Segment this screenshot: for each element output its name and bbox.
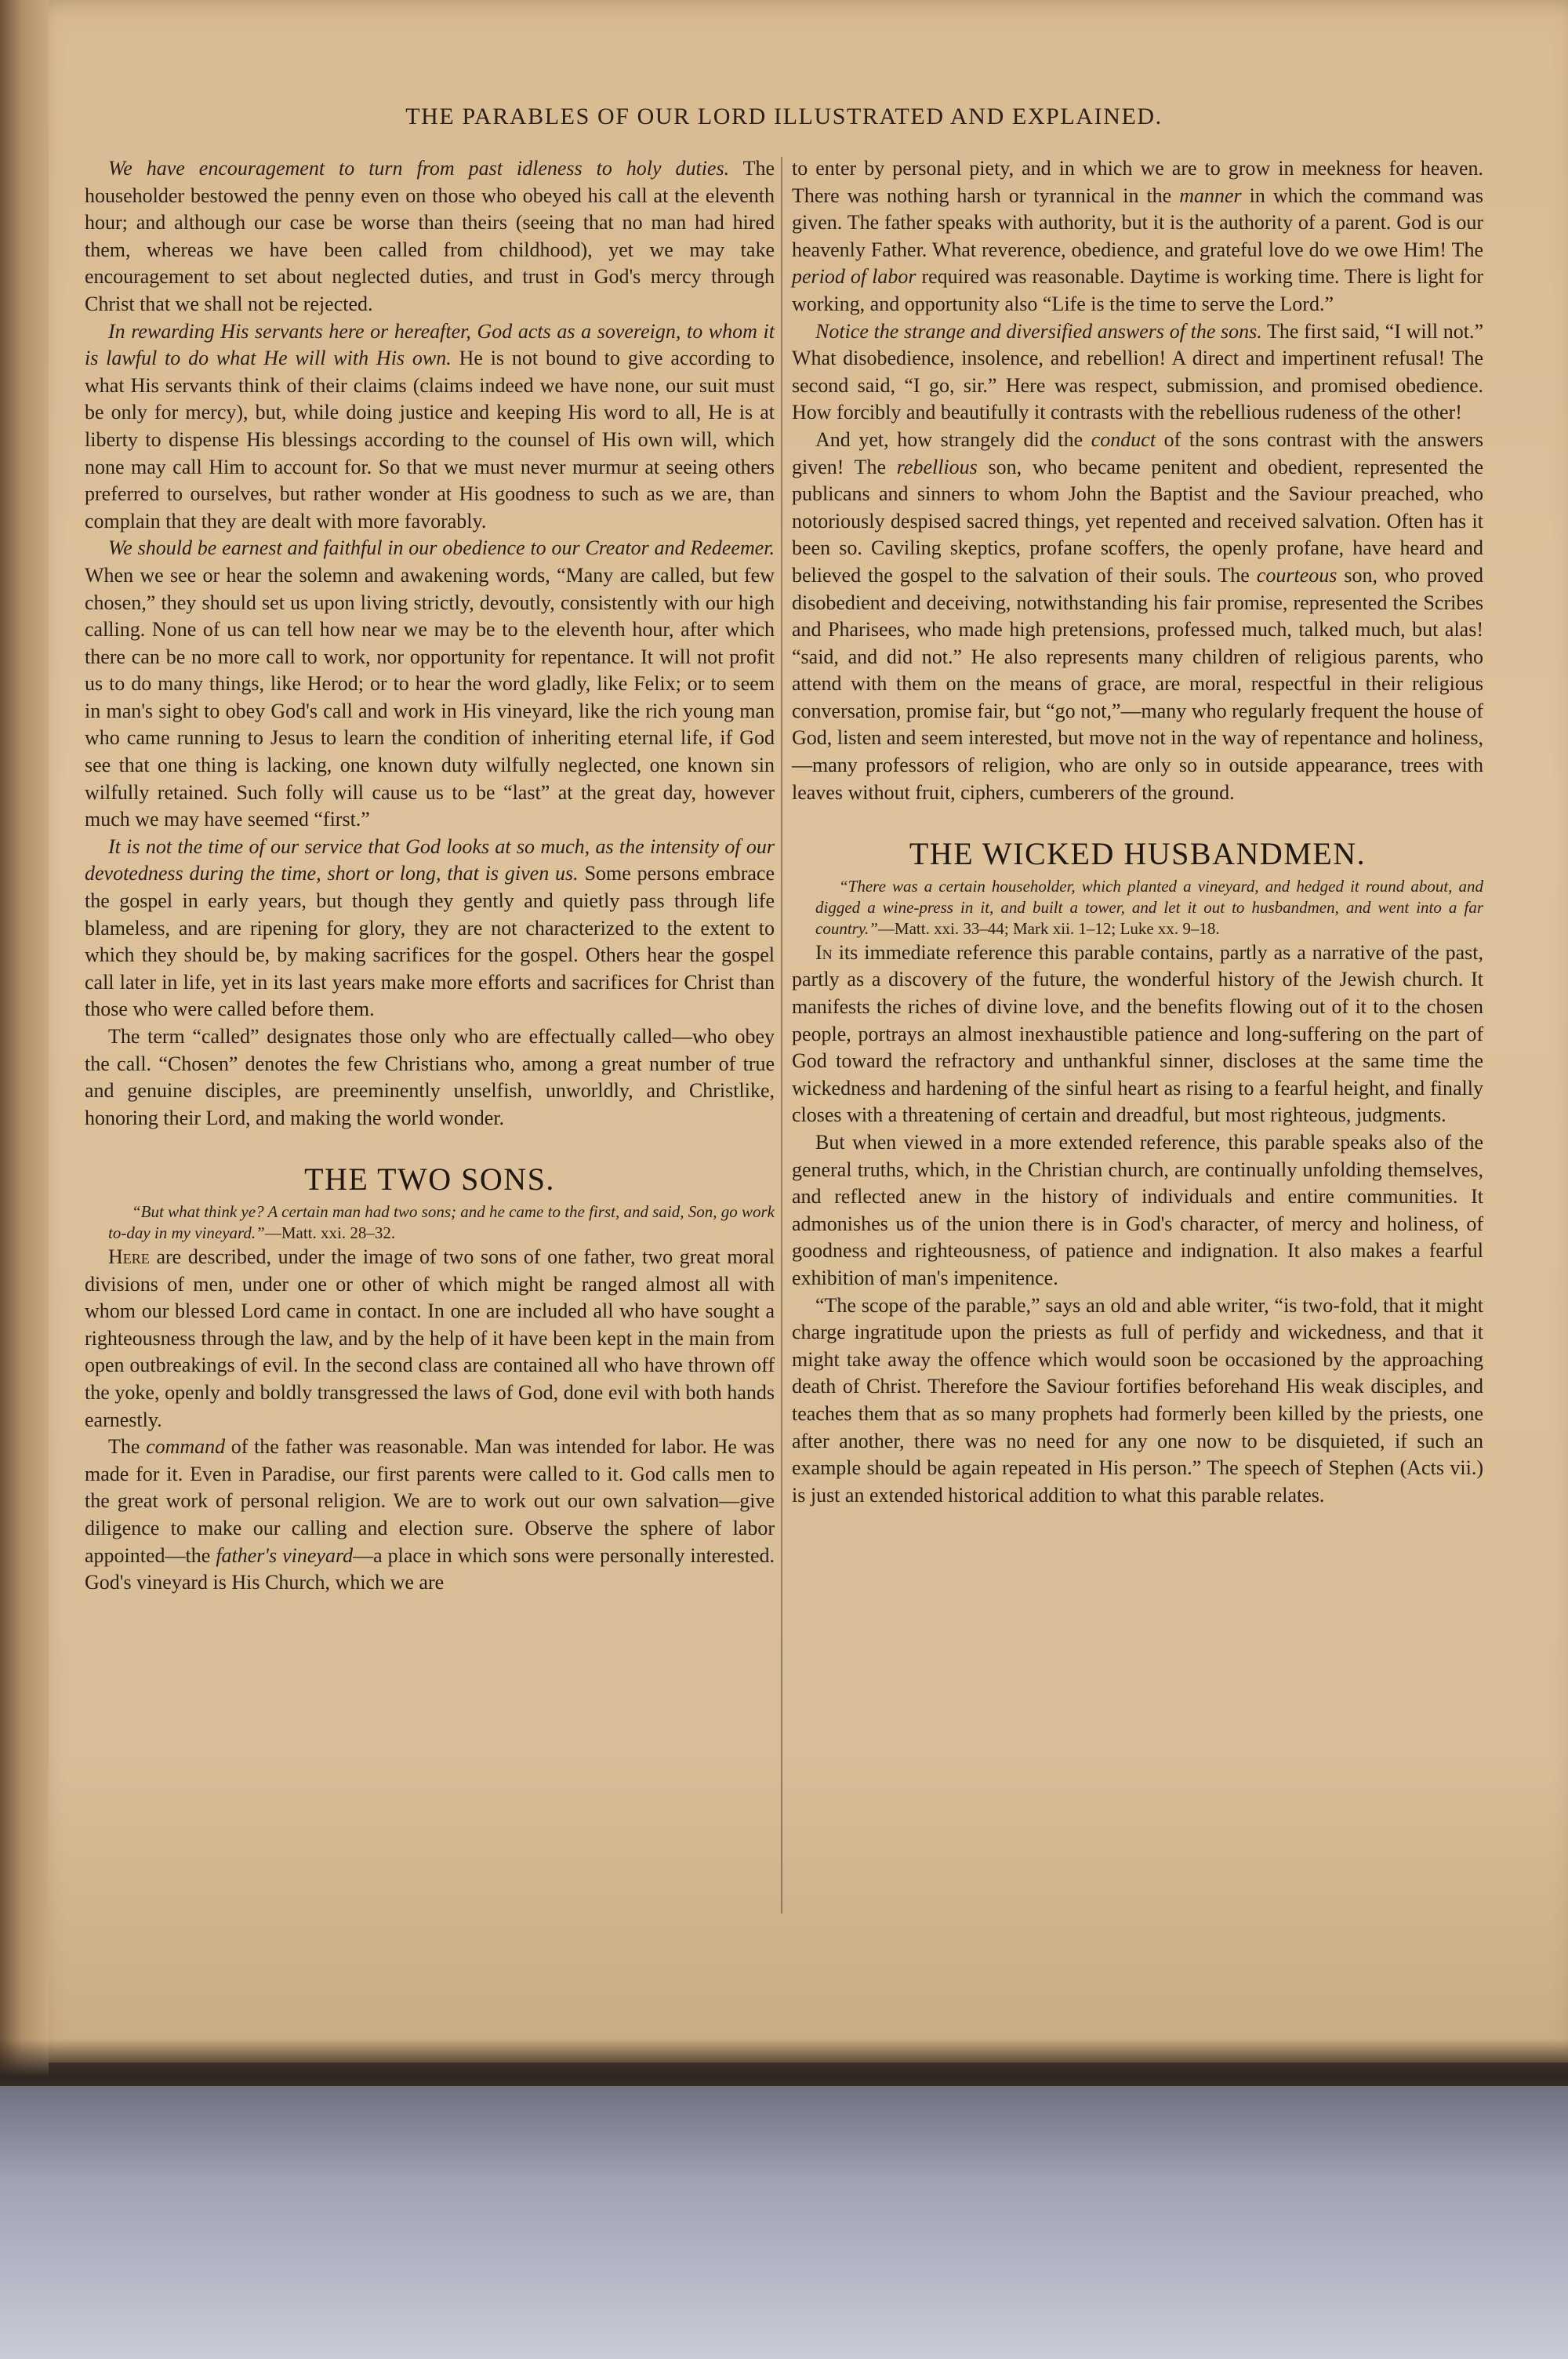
paragraph-text: son, who became penitent and obedient, represented the publicans and sinners to whom John the Baptist and the Saviour preached, who notoriously despised sacred things, yet repented and received salvation. Often has it been so. Caviling skeptics, profane scoffers, the openly profane, have heard and believed the gospel to the salvation of their souls. The bbox=[792, 455, 1484, 587]
paragraph-body: of the father was reasonable. Man was intended for labor. He was made for it. Even in Paradise, our first parents were called to it. God calls men to the great work of personal religion. We are to work out our own salvation—give diligence to make our calling and election sure. Observe the sphere of labor appointed—the bbox=[85, 1435, 775, 1567]
emphasis: father's vineyard bbox=[216, 1543, 354, 1567]
paragraph-lead: In rewarding His servants here or hereafter, God acts as a sovereign, to whom it is lawful to do what He will with His own. bbox=[85, 319, 775, 370]
emphasis: period of labor bbox=[792, 265, 916, 289]
paragraph: But when viewed in a more extended reference, this parable speaks also of the general truths, which, in the Christian church, are continually unfolding themselves, and reflected anew in the history of individuals and entire communities. It admonishes us of the union there is in God's character, of mercy and holiness, of goodness and righteousness, of patience and indignation. It also makes a fearful exhibition of man's impenitence. bbox=[792, 1131, 1483, 1289]
paragraph bbox=[85, 1434, 775, 1597]
left-column bbox=[85, 155, 775, 1597]
paragraph: The term “called” designates those only who are effectually called—who obey the call. “Chosen” denotes the few Christians who, among a great number of true and genuine disciples, are preeminently unselfish, unworldly, and Christlike, honoring their Lord, and making the world wonder. bbox=[85, 1025, 775, 1129]
paragraph-text: in which the command was given. The father speaks with authority, but it is the authority of a parent. God is our heavenly Father. What reverence, obedience, and grateful love do we owe Him! The bbox=[792, 184, 1484, 261]
paragraph-lead: It is not the time of our service that God looks at so much, as the intensity of our devotedness during the time, short or long, that is given us. bbox=[85, 834, 775, 885]
epigraph-text: “There was a certain householder, which planted a vineyard, and hedged it round about, and digged a wine-press in it, and built a tower, and let it out to husbandmen, and went into a far country.” bbox=[815, 876, 1483, 938]
paragraph-text: required was reasonable. Daytime is working time. There is light for working, and opportunity also “Life is the time to serve the Lord.” bbox=[792, 265, 1484, 315]
epigraph-text: “But what think ye? A certain man had two sons; and he came to the first, and said, Son, go work to-day in my vineyard.” bbox=[108, 1201, 775, 1242]
paragraph bbox=[85, 1244, 775, 1434]
paragraph-text: to enter by personal piety, and in which we are to grow in meekness for heaven. There was nothing harsh or tyrannical in the bbox=[792, 157, 1483, 207]
paragraph-body: its immediate reference this parable contains, partly as a narrative of the past, partly as a discovery of the future, the wonderful history of the Jewish church. It manifests the riches of divine love, and the benefits flowing out of it to the chosen people, portrays an almost inexhaustible patience and long-suffering on the part of God toward the refractory and unthankful sinner, discloses at the same time the wickedness and hardening of the sinful heart as rising to a fearful height, and finally closes with a threatening of certain and dreadful, but most righteous, judgments. bbox=[792, 940, 1483, 1127]
opening-word: Here bbox=[108, 1245, 150, 1268]
right-column bbox=[792, 155, 1483, 1509]
epigraph-citation: —Matt. xxi. 33–44; Mark xii. 1–12; Luke xx. 9–18. bbox=[877, 918, 1220, 938]
paragraph-body: Some persons embrace the gospel in early years, but though they gently and quietly pass through life blameless, and are ripening for glory, they are not characterized to the extent to which they should be, by making sacrifices for the gospel. Others hear the gospel call later in life, yet in its last years make more efforts and sacrifices for Christ than those who were called before them. bbox=[85, 862, 775, 1021]
opening-word: In bbox=[815, 940, 833, 964]
emphasis: rebellious bbox=[896, 455, 978, 478]
epigraph-citation: —Matt. xxi. 28–32. bbox=[264, 1223, 396, 1242]
epigraph bbox=[792, 876, 1483, 940]
paragraph bbox=[792, 155, 1483, 318]
epigraph bbox=[85, 1201, 775, 1244]
paragraph-text: The bbox=[108, 1435, 140, 1459]
paragraph-text: of the sons contrast with the answers given! The bbox=[792, 427, 1484, 478]
paragraph-body: When we see or hear the solemn and awakening words, “Many are called, but few chosen,” they should set us upon living strictly, devoutly, consistently with our high calling. None of us can tell how near we may be to the eleventh hour, after which there can be no more call to work, nor opportunity for repentance. It will not profit us to do many things, like Herod; or to hear the word gladly, like Felix; or to seem in man's sight to obey God's call and work in His vineyard, like the rich young man who came running to Jesus to learn the condition of inheriting eternal life, if God see that one thing is lacking, one known duty wilfully neglected, one known sin wilfully retained. Such folly will cause us to be “last” at the great day, however much we may have seemed “first.” bbox=[85, 563, 775, 831]
paragraph-lead: We should be earnest and faithful in our obedience to our Creator and Redeemer. bbox=[108, 536, 775, 560]
paragraph-lead: We have encouragement to turn from past idleness to holy duties. bbox=[108, 157, 730, 180]
paragraph bbox=[792, 318, 1483, 427]
table-surface bbox=[0, 2086, 1568, 2359]
paragraph bbox=[792, 940, 1483, 1129]
section-title-wicked-husbandmen: THE WICKED HUSBANDMEN. bbox=[909, 836, 1367, 872]
paragraph bbox=[792, 427, 1483, 806]
paragraph bbox=[85, 834, 775, 1023]
paragraph bbox=[85, 318, 775, 536]
paragraph-lead: Notice the strange and diversified answers of the sons. bbox=[815, 319, 1262, 343]
paragraph: “The scope of the parable,” says an old and able writer, “is two-fold, that it might charge ingratitude upon the priests as full of perfidy and wickedness, and that it might take away the offence which would soon be occasioned by the approaching death of Christ. Therefore the Saviour fortifies beforehand His weak disciples, and teaches them that as so many prophets had formerly been killed by the priests, one after another, there was no need for any one now to be disquieted, if such an example should be again repeated in His person.” The speech of Stephen (Acts vii.) is just an extended historical addition to what this parable relates. bbox=[792, 1293, 1483, 1507]
emphasis: manner bbox=[1179, 184, 1242, 207]
paragraph-body: The householder bestowed the penny even on those who obeyed his call at the eleventh hour; and although our case be worse than theirs (seeing that no man had hired them, whereas we have been called from childhood), yet we may take encouragement to set about neglected duties, and trust in God's mercy through Christ that we shall not be rejected. bbox=[85, 157, 775, 315]
paragraph-text: son, who proved disobedient and deceiving, notwithstanding his fair promise, represented the Scribes and Pharisees, who made high pretensions, professed much, talked much, but alas! “said, and did not.” He also represents many children of religious parents, who attend with them on the means of grace, are moral, respectful in their religious conversation, promise fair, but “go not,”—many who regularly frequent the house of God, listen and seem interested, but move not in the way of repentance and holiness,—many professors of religion, who are only so in outside appearance, trees with leaves without fruit, ciphers, cumberers of the ground. bbox=[792, 563, 1484, 804]
paragraph-text: And yet, how strangely did the bbox=[815, 427, 1083, 451]
column-rule bbox=[781, 157, 782, 1914]
paragraph-body: He is not bound to give according to what His servants think of their claims (claims indeed we have none, our suit must be only for mercy), but, while doing justice and keeping His word to all, He is at liberty to dispense His blessings according to the counsel of His own will, which none may call Him to account for. So that we must never murmur at seeing others preferred to ourselves, but rather wonder at His goodness to such as we are, than complain that they are dealt with more favorably. bbox=[85, 347, 775, 533]
paragraph-body: —a place in which sons were personally interested. God's vineyard is His Church, which we are bbox=[85, 1543, 775, 1594]
previous-page-edge bbox=[0, 0, 49, 2133]
emphasis: courteous bbox=[1256, 563, 1338, 587]
emphasis: command bbox=[146, 1435, 226, 1459]
paragraph-body: The first said, “I will not.” What disobedience, insolence, and rebellion! A direct and impertinent refusal! The second said, “I go, sir.” Here was respect, submission, and promised obedience. How forcibly and beautifully it contrasts with the rebellious rudeness of the other! bbox=[792, 319, 1483, 424]
running-head: THE PARABLES OF OUR LORD ILLUSTRATED AND EXPLAINED. bbox=[405, 104, 1163, 129]
paragraph bbox=[85, 155, 775, 318]
paragraph-body: are described, under the image of two sons of one father, two great moral divisions of men, under one or other of which might be ranged almost all with whom our blessed Lord came in contact. In one are included all who have sought a righteousness through the law, and by the help of it have been kept in the main from open outbreakings of evil. In the second class are contained all who have thrown off the yoke, openly and boldly transgressed the laws of God, done evil with both hands earnestly. bbox=[85, 1245, 775, 1431]
section-title-two-sons: THE TWO SONS. bbox=[304, 1161, 555, 1198]
emphasis: conduct bbox=[1091, 427, 1156, 451]
paragraph bbox=[85, 535, 775, 834]
